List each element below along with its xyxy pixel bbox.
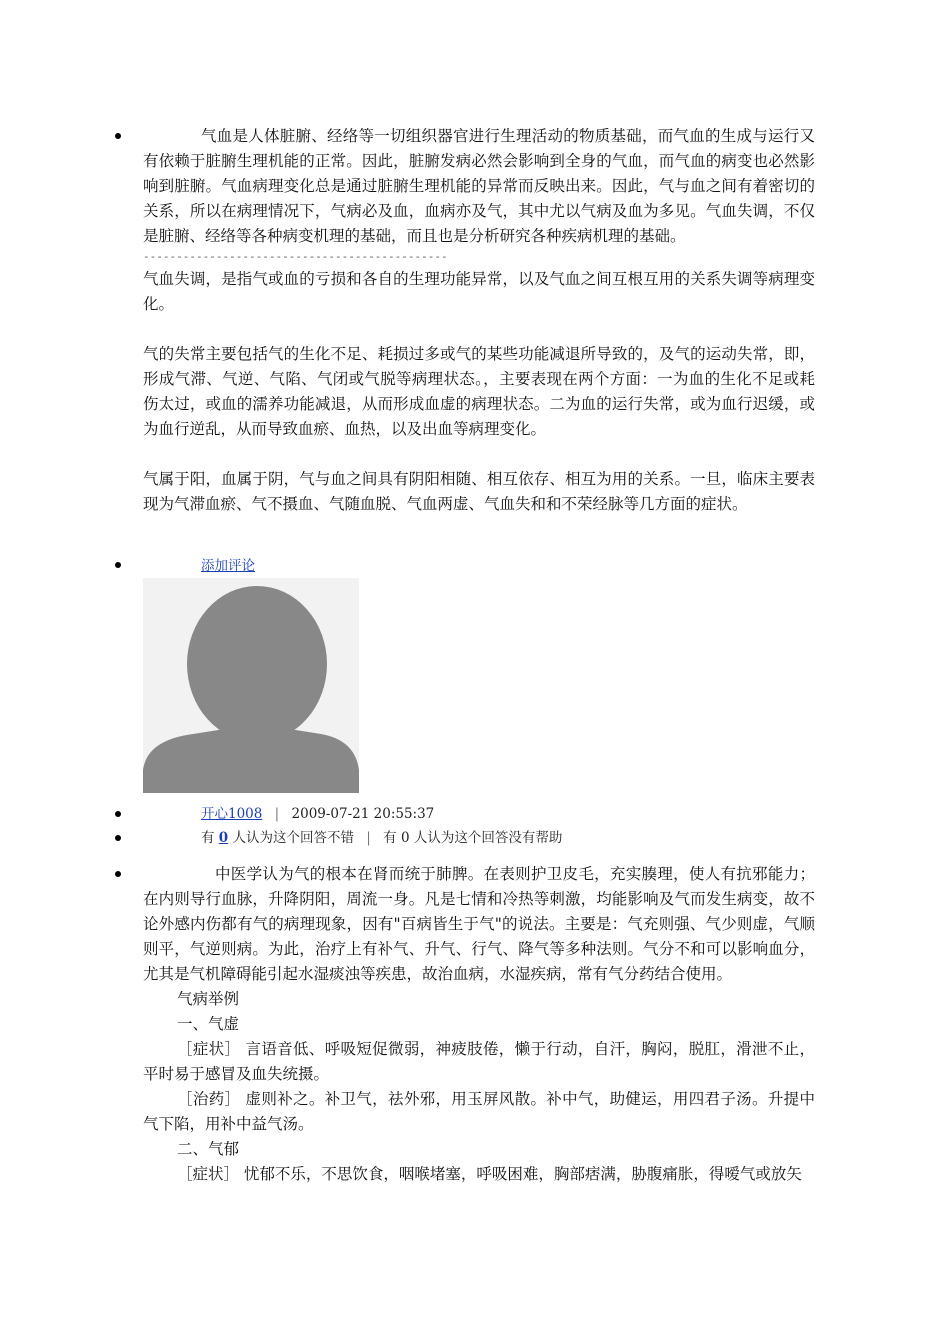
bullet-icon — [115, 871, 121, 877]
bullet-icon — [115, 835, 121, 841]
vote-prefix: 有 — [201, 830, 215, 846]
helpful-count-link[interactable]: 0 — [218, 830, 229, 846]
bullet-icon — [115, 562, 121, 568]
post-intro: 气血是人体脏腑、经络等一切组织器官进行生理活动的物质基础，而气血的生成与运行又有依赖于脏腑生理机能的正常。因此，脏腑发病必然会影响到全身的气血，而气血的病变也必然影响到脏腑。气血病理变化总是通过脏腑生理机能的异常而反映出来。因此，气与血之间有着密切的关系，所以在病理情况下，气病必及血，血病亦及气，其中尤以气病及血为多见。气血失调，不仅是脏腑、经络等各种病变机理的基础，而且也是分析研究各种疾病机理的基础。 — [143, 127, 815, 245]
treatment-text: ［治药］ 虚则补之。补卫气，祛外邪，用玉屏风散。补中气，助健运，用四君子汤。升提中气下陷，用补中益气汤。 — [143, 1090, 815, 1133]
section-title: 二、气郁 — [177, 1140, 240, 1158]
add-comment-link[interactable]: 添加评论 — [201, 558, 255, 574]
answer-time: 2009-07-21 20:55:37 — [291, 806, 435, 822]
answer-meta — [143, 804, 815, 824]
post-intro: 中医学认为气的根本在肾而统于肺脾。在表则护卫皮毛，充实腠理，使人有抗邪能力；在内则导行血脉，升降阴阳，周流一身。凡是七情和冷热等刺激，均能影响及气而发生病变，故不论外感内伤都有气的病理现象，因有"百病皆生于气"的说法。主要是：气充则强、气少则虚，气顺则平，气逆则病。为此，治疗上有补气、升气、行气、降气等多种法则。气分不和可以影响血分，尤其是气机障碍能引起水湿痰浊等疾患，故治血病，水湿疾病，常有气分药结合使用。 — [143, 865, 815, 983]
bullet-icon — [115, 133, 121, 139]
symptom-text: ［症状］ 忧郁不乐，不思饮食，咽喉堵塞，呼吸困难，胸部痞满，胁腹痛胀，得嗳气或放矢 — [177, 1165, 802, 1183]
default-user-avatar-icon — [143, 578, 359, 793]
avatar — [143, 578, 359, 793]
post-item — [143, 862, 815, 1187]
add-comment-item — [143, 554, 815, 574]
helpful-text: 人认为这个回答不错 — [232, 830, 354, 846]
separator: | — [366, 830, 371, 846]
post-paragraph: 气属于阳，血属于阴，气与血之间具有阴阳相随、相互依存、相互为用的关系。一旦，临床主要表现为气滞血瘀、气不摄血、气随血脱、气血两虚、气血失和和不荣经脉等几方面的症状。 — [143, 470, 815, 513]
separator: | — [274, 806, 280, 822]
post-paragraph: 气的失常主要包括气的生化不足、耗损过多或气的某些功能减退所导致的，及气的运动失常，即，形成气滞、气逆、气陷、气闭或气脱等病理状态。，主要表现在两个方面：一为血的生化不足或耗伤太过，或血的濡养功能减退，从而形成血虚的病理状态。二为血的运行失常，或为血行迟缓，或为血行逆乱，从而导致血瘀、血热，以及出血等病理变化。 — [143, 345, 815, 438]
symptom-text: ［症状］ 言语音低、呼吸短促微弱，神疲肢倦，懒于行动，自汗，胸闷，脱肛，滑泄不止，平时易于感冒及血失统摄。 — [143, 1040, 815, 1083]
section-heading: 气病举例 — [177, 990, 240, 1008]
answer-user-link[interactable]: 开心1008 — [201, 806, 263, 822]
post-paragraph: 气血失调，是指气或血的亏损和各自的生理功能异常，以及气血之间互根互用的关系失调等病理变化。 — [143, 270, 815, 313]
post-item — [143, 124, 815, 517]
divider: ---------------------------------------------- — [143, 251, 448, 263]
bullet-icon — [115, 811, 121, 817]
answer-votes — [143, 828, 815, 848]
unhelpful-text: 有 0 人认为这个回答没有帮助 — [383, 830, 563, 846]
section-title: 一、气虚 — [177, 1015, 240, 1033]
